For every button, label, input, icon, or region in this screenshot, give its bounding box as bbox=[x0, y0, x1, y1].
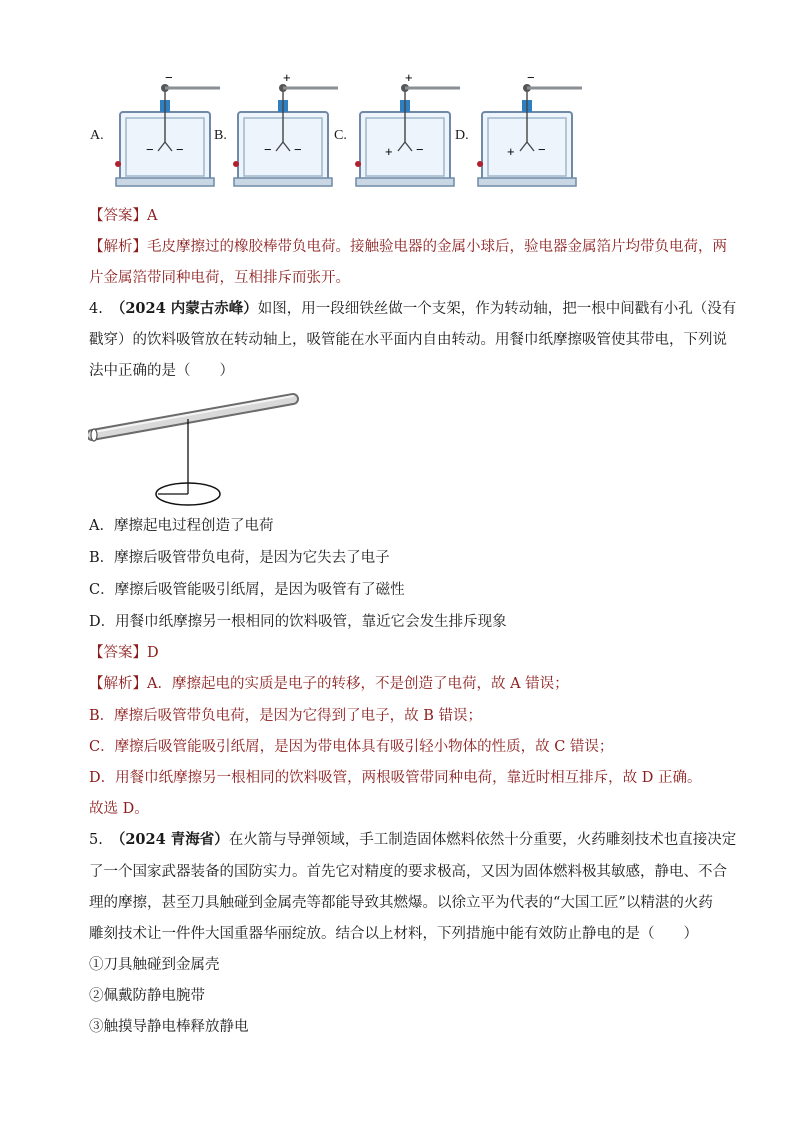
option-a-label: A. bbox=[90, 128, 104, 143]
q5-item-2: ②佩戴防静电腕带 bbox=[89, 988, 205, 1004]
q3-analysis-line-1: 【解析】毛皮摩擦过的橡胶棒带负电荷。接触验电器的金属小球后，验电器金属箔片均带负电荷，两 bbox=[89, 239, 727, 255]
electroscope-b bbox=[233, 84, 338, 186]
electroscope-d bbox=[477, 84, 582, 186]
sign-a-left: − bbox=[146, 142, 154, 157]
electroscope-options bbox=[88, 72, 588, 202]
q4-analysis-c: C．摩擦后吸管能吸引纸屑，是因为带电体具有吸引轻小物体的性质，故 C 错误； bbox=[89, 739, 614, 755]
sign-b-top: + bbox=[283, 72, 291, 85]
electroscope-drawings bbox=[88, 72, 588, 202]
q5-stem-line-1: 5. （2024 青海省）在火箭与导弹领域，手工制造固体燃料依然十分重要，火药雕刻技术也直接决定 bbox=[89, 831, 737, 848]
sign-c-left: + bbox=[385, 144, 393, 159]
option-b-label: B. bbox=[214, 128, 227, 143]
option-d-label: D. bbox=[455, 128, 469, 143]
electroscope-a bbox=[115, 84, 220, 186]
q4-analysis-a: 【解析】A．摩擦起电的实质是电子的转移，不是创造了电荷，故 A 错误； bbox=[89, 676, 569, 692]
q4-option-d: D．用餐巾纸摩擦另一根相同的饮料吸管，靠近它会发生排斥现象 bbox=[89, 614, 507, 630]
q5-item-1: ①刀具触碰到金属壳 bbox=[89, 957, 220, 973]
sign-c-top: + bbox=[405, 72, 413, 85]
q4-stem-line-2: 戳穿）的饮料吸管放在转动轴上，吸管能在水平面内自由转动。用餐巾纸摩擦吸管使其带电，下列说 bbox=[89, 332, 727, 348]
sign-d-left: + bbox=[507, 144, 515, 159]
q4-option-b: B．摩擦后吸管带负电荷，是因为它失去了电子 bbox=[89, 550, 390, 566]
q5-stem-line-3: 理的摩擦，甚至刀具触碰到金属壳等都能导致其燃爆。以徐立平为代表的“大国工匠”以精湛的火药 bbox=[89, 895, 713, 911]
q4-answer: 【答案】D bbox=[89, 645, 159, 661]
q4-conclusion: 故选 D。 bbox=[89, 801, 149, 817]
q3-analysis-tag: 【解析】 bbox=[89, 239, 147, 255]
sign-a-top: − bbox=[165, 72, 173, 85]
option-c-label: C. bbox=[334, 128, 347, 143]
electroscope-c bbox=[355, 84, 460, 186]
q3-analysis-line-2: 片金属箔带同种电荷，互相排斥而张开。 bbox=[89, 270, 350, 286]
q4-option-c: C．摩擦后吸管能吸引纸屑，是因为吸管有了磁性 bbox=[89, 582, 405, 598]
q4-stem-line-1: 4. （2024 内蒙古赤峰）如图，用一段细铁丝做一个支架，作为转动轴，把一根中间戳有小孔（没有 bbox=[89, 300, 737, 317]
q4-source: （2024 内蒙古赤峰） bbox=[110, 300, 258, 317]
straw-figure bbox=[88, 388, 328, 510]
q4-stem-line-3: 法中正确的是（ ） bbox=[89, 363, 234, 379]
q4-analysis-d: D．用餐巾纸摩擦另一根相同的饮料吸管，两根吸管带同种电荷，靠近时相互排斥，故 D 正确。 bbox=[89, 770, 702, 786]
q5-source: （2024 青海省） bbox=[110, 831, 229, 848]
q5-item-3: ③触摸导静电棒释放静电 bbox=[89, 1019, 249, 1035]
sign-c-right: − bbox=[416, 142, 424, 157]
sign-b-right: − bbox=[294, 142, 302, 157]
sign-a-right: − bbox=[176, 142, 184, 157]
sign-d-top: − bbox=[527, 72, 535, 85]
q3-answer: 【答案】A bbox=[89, 208, 158, 224]
sign-b-left: − bbox=[264, 142, 272, 157]
q5-stem-line-4: 雕刻技术让一件件大国重器华丽绽放。结合以上材料，下列措施中能有效防止静电的是（ ） bbox=[89, 926, 698, 942]
q4-analysis-b: B．摩擦后吸管带负电荷，是因为它得到了电子，故 B 错误； bbox=[89, 708, 483, 724]
q5-stem-line-2: 了一个国家武器装备的国防实力。首先它对精度的要求极高，又因为固体燃料极其敏感，静电、不合 bbox=[89, 864, 727, 880]
sign-d-right: − bbox=[538, 142, 546, 157]
q4-option-a: A．摩擦起电过程创造了电荷 bbox=[89, 518, 274, 534]
